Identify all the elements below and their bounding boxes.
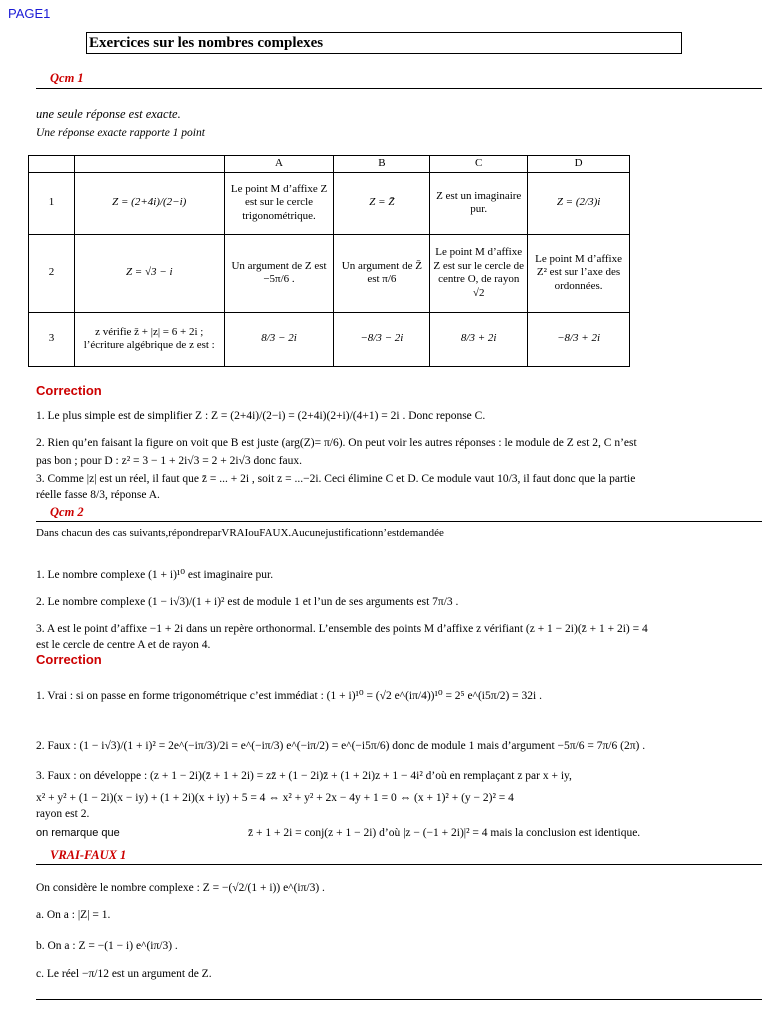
qcm2-question: 2. Le nombre complexe (1 − i√3)/(1 + i)² est de module 1 et l’un de ses arguments est 7π/3 . [36, 596, 459, 608]
table-header-cell [29, 156, 75, 173]
table-cell: −8/3 + 2i [528, 312, 630, 366]
vraifaux1-item: b. On a : Z = −(1 − i) e^(iπ/3) . [36, 940, 178, 952]
qcm2-heading: Qcm 2 [50, 505, 84, 519]
table-row [29, 172, 630, 234]
table-cell: 2 [29, 234, 75, 312]
qcm1-scoring: Une réponse exacte rapporte 1 point [36, 127, 205, 139]
table-cell: 8/3 + 2i [430, 312, 528, 366]
table-header-cell [74, 156, 224, 173]
table-cell: 8/3 − 2i [224, 312, 334, 366]
table-cell: Le point M d’affixe Z est sur le cercle trigonométrique. [224, 172, 334, 234]
correction1-line: pas bon ; pour D : z² = 3 − 1 + 2i√3 = 2 + 2i√3 donc faux. [36, 455, 303, 467]
divider [36, 88, 762, 89]
table-cell: 1 [29, 172, 75, 234]
divider [36, 521, 762, 522]
table-cell: Le point M d’affixe Z² est sur l’axe des ordonnées. [528, 234, 630, 312]
vraifaux1-heading: VRAI-FAUX 1 [50, 848, 127, 862]
correction2-line: 3. Faux : on développe : (z + 1 − 2i)(z̄ + 1 + 2i) = zz̄ + (1 − 2i)z̄ + (1 + 2i)z + 1 − 4i² d’où en remplaçant z par x + iy, [36, 770, 572, 782]
page-label: PAGE1 [8, 6, 51, 21]
qcm1-heading: Qcm 1 [50, 71, 84, 85]
correction2-line: rayon est 2. [36, 808, 90, 820]
correction2-remark-label: on remarque que [36, 827, 120, 839]
table-cell: Z = (2+4i)/(2−i) [74, 172, 224, 234]
table-cell: Un argument de Z est −5π/6 . [224, 234, 334, 312]
qcm2-question: 1. Le nombre complexe (1 + i)¹⁰ est imaginaire pur. [36, 569, 274, 581]
table-row [29, 312, 630, 366]
qcm2-question: 3. A est le point d’affixe −1 + 2i dans un repère orthonormal. L’ensemble des points M d’affixe z vérifiant (z + 1 − 2i)(z̄ + 1 + 2i) = 4 [36, 623, 648, 635]
correction1-heading: Correction [36, 383, 102, 398]
divider [36, 864, 762, 865]
table-cell: Z est un imaginaire pur. [430, 172, 528, 234]
table-cell: Un argument de Z̄ est π/6 [334, 234, 430, 312]
correction2-line: x² + y² + (1 − 2i)(x − iy) + (1 + 2i)(x + iy) + 5 = 4 ⇔ x² + y² + 2x − 4y + 1 = 0 ⇔ (x + 1)² + (y − 2)² = 4 [36, 792, 514, 804]
qcm1-table [28, 155, 630, 367]
divider [36, 999, 762, 1000]
qcm1-intro: une seule réponse est exacte. [36, 107, 181, 121]
table-row [29, 234, 630, 312]
vraifaux1-item: c. Le réel −π/12 est un argument de Z. [36, 968, 212, 980]
table-cell: Z = Z̄ [334, 172, 430, 234]
correction2-line: 1. Vrai : si on passe en forme trigonométrique c’est immédiat : (1 + i)¹⁰ = (√2 e^(iπ/4))¹⁰ = 2⁵ e^(i5π/2) = 32i . [36, 690, 542, 702]
page-title: Exercices sur les nombres complexes [86, 32, 682, 54]
qcm2-question: est le cercle de centre A et de rayon 4. [36, 639, 211, 651]
qcm2-intro: Dans chacun des cas suivants,répondreparVRAIouFAUX.Aucunejustificationn’estdemandée [36, 527, 444, 539]
correction2-line: 2. Faux : (1 − i√3)/(1 + i)² = 2e^(−iπ/3)/2i = e^(−iπ/3) e^(−iπ/2) = e^(−i5π/6) donc de module 1 mais d’argument −5π/6 = 7π/6 (2π) . [36, 740, 646, 752]
table-header-cell: A [224, 156, 334, 173]
table-cell: Z = (2/3)i [528, 172, 630, 234]
table-header-cell: D [528, 156, 630, 173]
table-cell: Z = √3 − i [74, 234, 224, 312]
table-header-row [29, 156, 630, 173]
correction2-remark: z̄ + 1 + 2i = conj(z + 1 − 2i) d’où |z − (−1 + 2i)|² = 4 mais la conclusion est identique. [248, 827, 641, 839]
table-cell: z vérifie z̄ + |z| = 6 + 2i ; l’écriture algébrique de z est : [74, 312, 224, 366]
table-header-cell: C [430, 156, 528, 173]
correction1-line: 3. Comme |z| est un réel, il faut que z̄ = ... + 2i , soit z = ...−2i. Ceci élimine C et D. Ce module vaut 10/3, il faut donc que la partie [36, 473, 636, 485]
table-header-cell: B [334, 156, 430, 173]
correction1-line: 2. Rien qu’en faisant la figure on voit que B est juste (arg(Z)= π/6). On peut voir les autres réponses : le module de Z est 2, C n’est [36, 437, 637, 449]
table-cell: −8/3 − 2i [334, 312, 430, 366]
table-cell: 3 [29, 312, 75, 366]
vraifaux1-item: a. On a : |Z| = 1. [36, 909, 111, 921]
correction2-heading: Correction [36, 652, 102, 667]
table-cell: Le point M d’affixe Z est sur le cercle de centre O, de rayon √2 [430, 234, 528, 312]
vraifaux1-intro: On considère le nombre complexe : Z = −(√2/(1 + i)) e^(iπ/3) . [36, 882, 325, 894]
correction1-line: 1. Le plus simple est de simplifier Z : Z = (2+4i)/(2−i) = (2+4i)(2+i)/(4+1) = 2i . Donc reponse C. [36, 410, 486, 422]
correction1-line: réelle fasse 8/3, réponse A. [36, 489, 160, 501]
